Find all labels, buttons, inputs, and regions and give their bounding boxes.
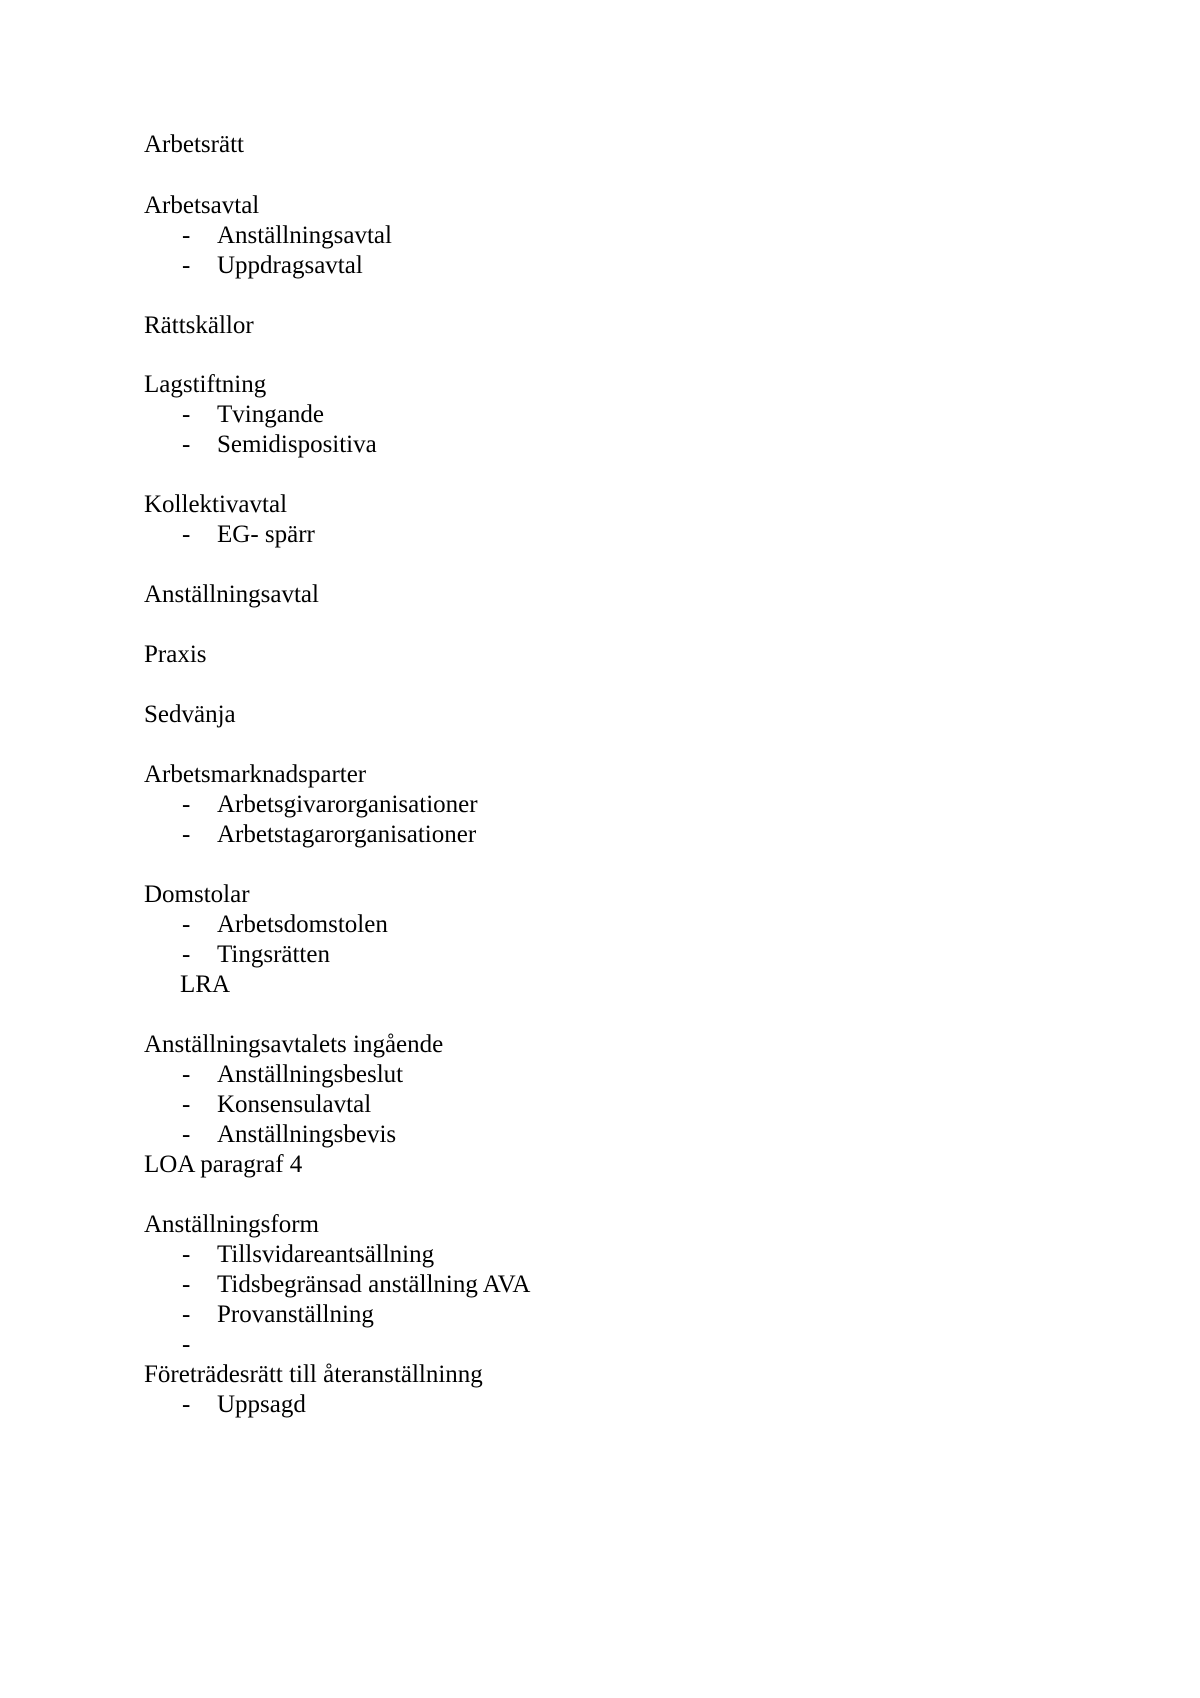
bullet-dash: - xyxy=(182,1331,191,1358)
bullet-dash: - xyxy=(182,1061,191,1088)
section-heading: Arbetsmarknadsparter xyxy=(144,761,367,788)
list-item-text: Uppdragsavtal xyxy=(217,252,363,279)
bullet-dash: - xyxy=(182,222,191,249)
section-heading: Arbetsavtal xyxy=(144,192,260,219)
section-heading: Anställningsavtalets ingående xyxy=(144,1031,444,1058)
bullet-dash: - xyxy=(182,1091,191,1118)
bullet-dash: - xyxy=(182,1391,191,1418)
bullet-dash: - xyxy=(182,431,191,458)
list-item-text: Semidispositiva xyxy=(217,431,377,458)
section-heading: Sedvänja xyxy=(144,701,236,728)
bullet-dash: - xyxy=(182,791,191,818)
section-heading: Rättskällor xyxy=(144,312,254,339)
list-item-text: Konsensulavtal xyxy=(217,1091,372,1118)
list-item-text: Tillsvidareantsällning xyxy=(217,1241,435,1268)
section-heading: Anställningsform xyxy=(144,1211,319,1238)
section-heading: Anställningsavtal xyxy=(144,581,319,608)
bullet-dash: - xyxy=(182,1121,191,1148)
section-heading: Praxis xyxy=(144,641,207,668)
section-heading: Kollektivavtal xyxy=(144,491,288,518)
bullet-dash: - xyxy=(182,911,191,938)
list-item-text: Anställningsbeslut xyxy=(217,1061,404,1088)
list-item-text: EG- spärr xyxy=(217,521,315,548)
bullet-dash: - xyxy=(182,521,191,548)
section-heading: Företrädesrätt till återanställninng xyxy=(144,1361,483,1388)
list-item-text: Anställningsavtal xyxy=(217,222,392,249)
section-heading: Lagstiftning xyxy=(144,371,267,398)
bullet-dash: - xyxy=(182,1241,191,1268)
list-item-text: Arbetsgivarorganisationer xyxy=(217,791,478,818)
list-item-text: Tvingande xyxy=(217,401,324,428)
bullet-dash: - xyxy=(182,401,191,428)
list-item-text: Provanställning xyxy=(217,1301,374,1328)
bullet-dash: - xyxy=(182,1271,191,1298)
section-heading: Arbetsrätt xyxy=(144,131,244,158)
section-heading: LOA paragraf 4 xyxy=(144,1151,303,1178)
list-item-text: Uppsagd xyxy=(217,1391,306,1418)
list-item-text: Tidsbegränsad anställning AVA xyxy=(217,1271,531,1298)
list-item-text: Arbetsdomstolen xyxy=(217,911,388,938)
bullet-dash: - xyxy=(182,252,191,279)
bullet-dash: - xyxy=(182,821,191,848)
bullet-dash: - xyxy=(182,1301,191,1328)
indented-line: LRA xyxy=(180,971,230,998)
bullet-dash: - xyxy=(182,941,191,968)
list-item-text: Anställningsbevis xyxy=(217,1121,397,1148)
list-item-text: Tingsrätten xyxy=(217,941,330,968)
section-heading: Domstolar xyxy=(144,881,250,908)
list-item-text: Arbetstagarorganisationer xyxy=(217,821,477,848)
